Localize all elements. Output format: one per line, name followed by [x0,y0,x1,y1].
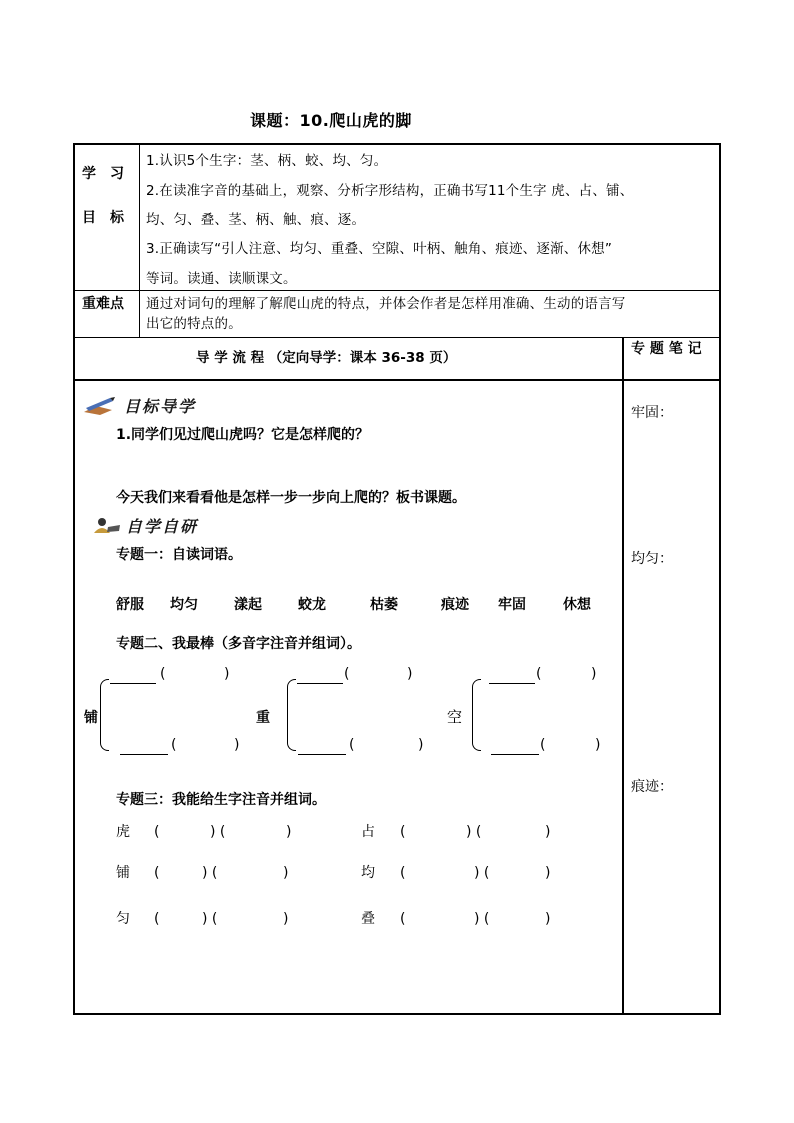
paren-pair[interactable]: ) ( [202,911,218,927]
paren-pair[interactable]: ) [283,911,289,927]
paren-close: ) [418,737,424,753]
vocab-word: 牢固 [498,597,526,613]
paren-pair[interactable]: ( [400,865,406,881]
paren-pair[interactable]: ) ( [202,865,218,881]
char-right: 叠 [361,911,375,927]
paren-pair[interactable]: ( [154,865,160,881]
goal-line-5: 等词。读通、读顺课文。 [146,271,297,287]
goals-label-2: 目 标 [82,210,124,226]
paren-pair[interactable]: ( [400,911,406,927]
paren-pair[interactable]: ( [400,824,406,840]
key-text-1: 通过对词句的理解了解爬山虎的特点，并体会作者是怎样用准确、生动的语言写 [146,296,626,312]
paren-pair[interactable]: ) [286,824,292,840]
banner-self-study: 自学自研 [126,517,199,536]
goal-line-3: 均、匀、叠、茎、柄、触、痕、逐。 [146,212,366,228]
paren-open: ( [349,737,355,753]
paren-pair[interactable]: ( [154,911,160,927]
paren-open: ( [540,737,546,753]
topic-1: 专题一：自读词语。 [116,547,242,563]
paren-open: ( [536,666,542,682]
vocab-word: 舒服 [116,597,144,613]
paren-pair[interactable]: ) [283,865,289,881]
vocab-word: 均匀 [170,597,198,613]
reading-figure-icon [92,517,122,535]
key-label: 重难点 [82,296,124,312]
paren-pair[interactable]: ( [154,824,160,840]
goals-label-1: 学 习 [82,166,124,182]
goal-line-2: 2.在读准字音的基础上，观察、分析字形结构，正确书写11个生字 虎、占、铺、 [146,183,634,199]
topic-2: 专题二、我最棒（多音字注音并组词）。 [116,636,361,652]
poly-char: 空 [447,708,463,726]
paren-pair[interactable]: ) ( [474,911,490,927]
answer-blank[interactable] [120,737,168,755]
paren-pair[interactable]: ) [545,865,551,881]
char-left: 铺 [116,865,130,881]
intro-text: 今天我们来看看他是怎样一步一步向上爬的？板书课题。 [116,490,466,506]
note-item: 均匀： [631,551,673,567]
char-right: 均 [361,865,375,881]
char-left: 匀 [116,911,130,927]
paren-pair[interactable]: ) [545,911,551,927]
note-item: 牢固： [631,405,673,421]
paren-open: ( [160,666,166,682]
question-1: 1.同学们见过爬山虎吗？它是怎样爬的？ [116,427,370,443]
answer-blank[interactable] [297,666,343,684]
paren-close: ) [595,737,601,753]
paren-open: ( [344,666,350,682]
char-left: 虎 [116,824,130,840]
char-right: 占 [361,824,375,840]
paren-close: ) [224,666,230,682]
brace [287,679,296,751]
vocab-word: 蛟龙 [298,597,326,613]
vocab-word: 痕迹 [441,597,469,613]
poly-char: 铺 [84,710,98,726]
paren-pair[interactable]: ) ( [466,824,482,840]
paren-open: ( [171,737,177,753]
paren-close: ) [407,666,413,682]
page-title: 课题：10.爬山虎的脚 [250,111,412,130]
goal-line-4: 3.正确读写“引人注意、均匀、重叠、空隙、叶柄、触角、痕迹、逐渐、休想” [146,241,613,257]
answer-blank[interactable] [110,666,156,684]
answer-blank[interactable] [489,666,535,684]
pencil-book-icon [82,396,116,416]
paren-close: ) [591,666,597,682]
key-text-2: 出它的特点的。 [146,316,242,332]
vocab-word: 枯萎 [370,597,398,613]
goal-line-1: 1.认识5个生字：茎、柄、蛟、均、匀。 [146,153,388,169]
paren-pair[interactable]: ) [545,824,551,840]
vocab-word: 漾起 [234,597,262,613]
note-item: 痕迹： [631,779,673,795]
vocab-word: 休想 [563,597,591,613]
paren-pair[interactable]: ) ( [474,865,490,881]
paren-close: ) [234,737,240,753]
notes-heading: 专 题 笔 记 [631,341,702,357]
banner-target-guide: 目标导学 [124,397,197,416]
paren-pair[interactable]: ) ( [210,824,226,840]
flow-heading: 导 学 流 程 （定向导学：课本 36-38 页） [196,350,457,366]
topic-3: 专题三：我能给生字注音并组词。 [116,792,326,808]
answer-blank[interactable] [491,737,539,755]
brace [100,679,109,751]
brace [472,679,481,751]
poly-char: 重 [256,710,270,726]
answer-blank[interactable] [298,737,346,755]
